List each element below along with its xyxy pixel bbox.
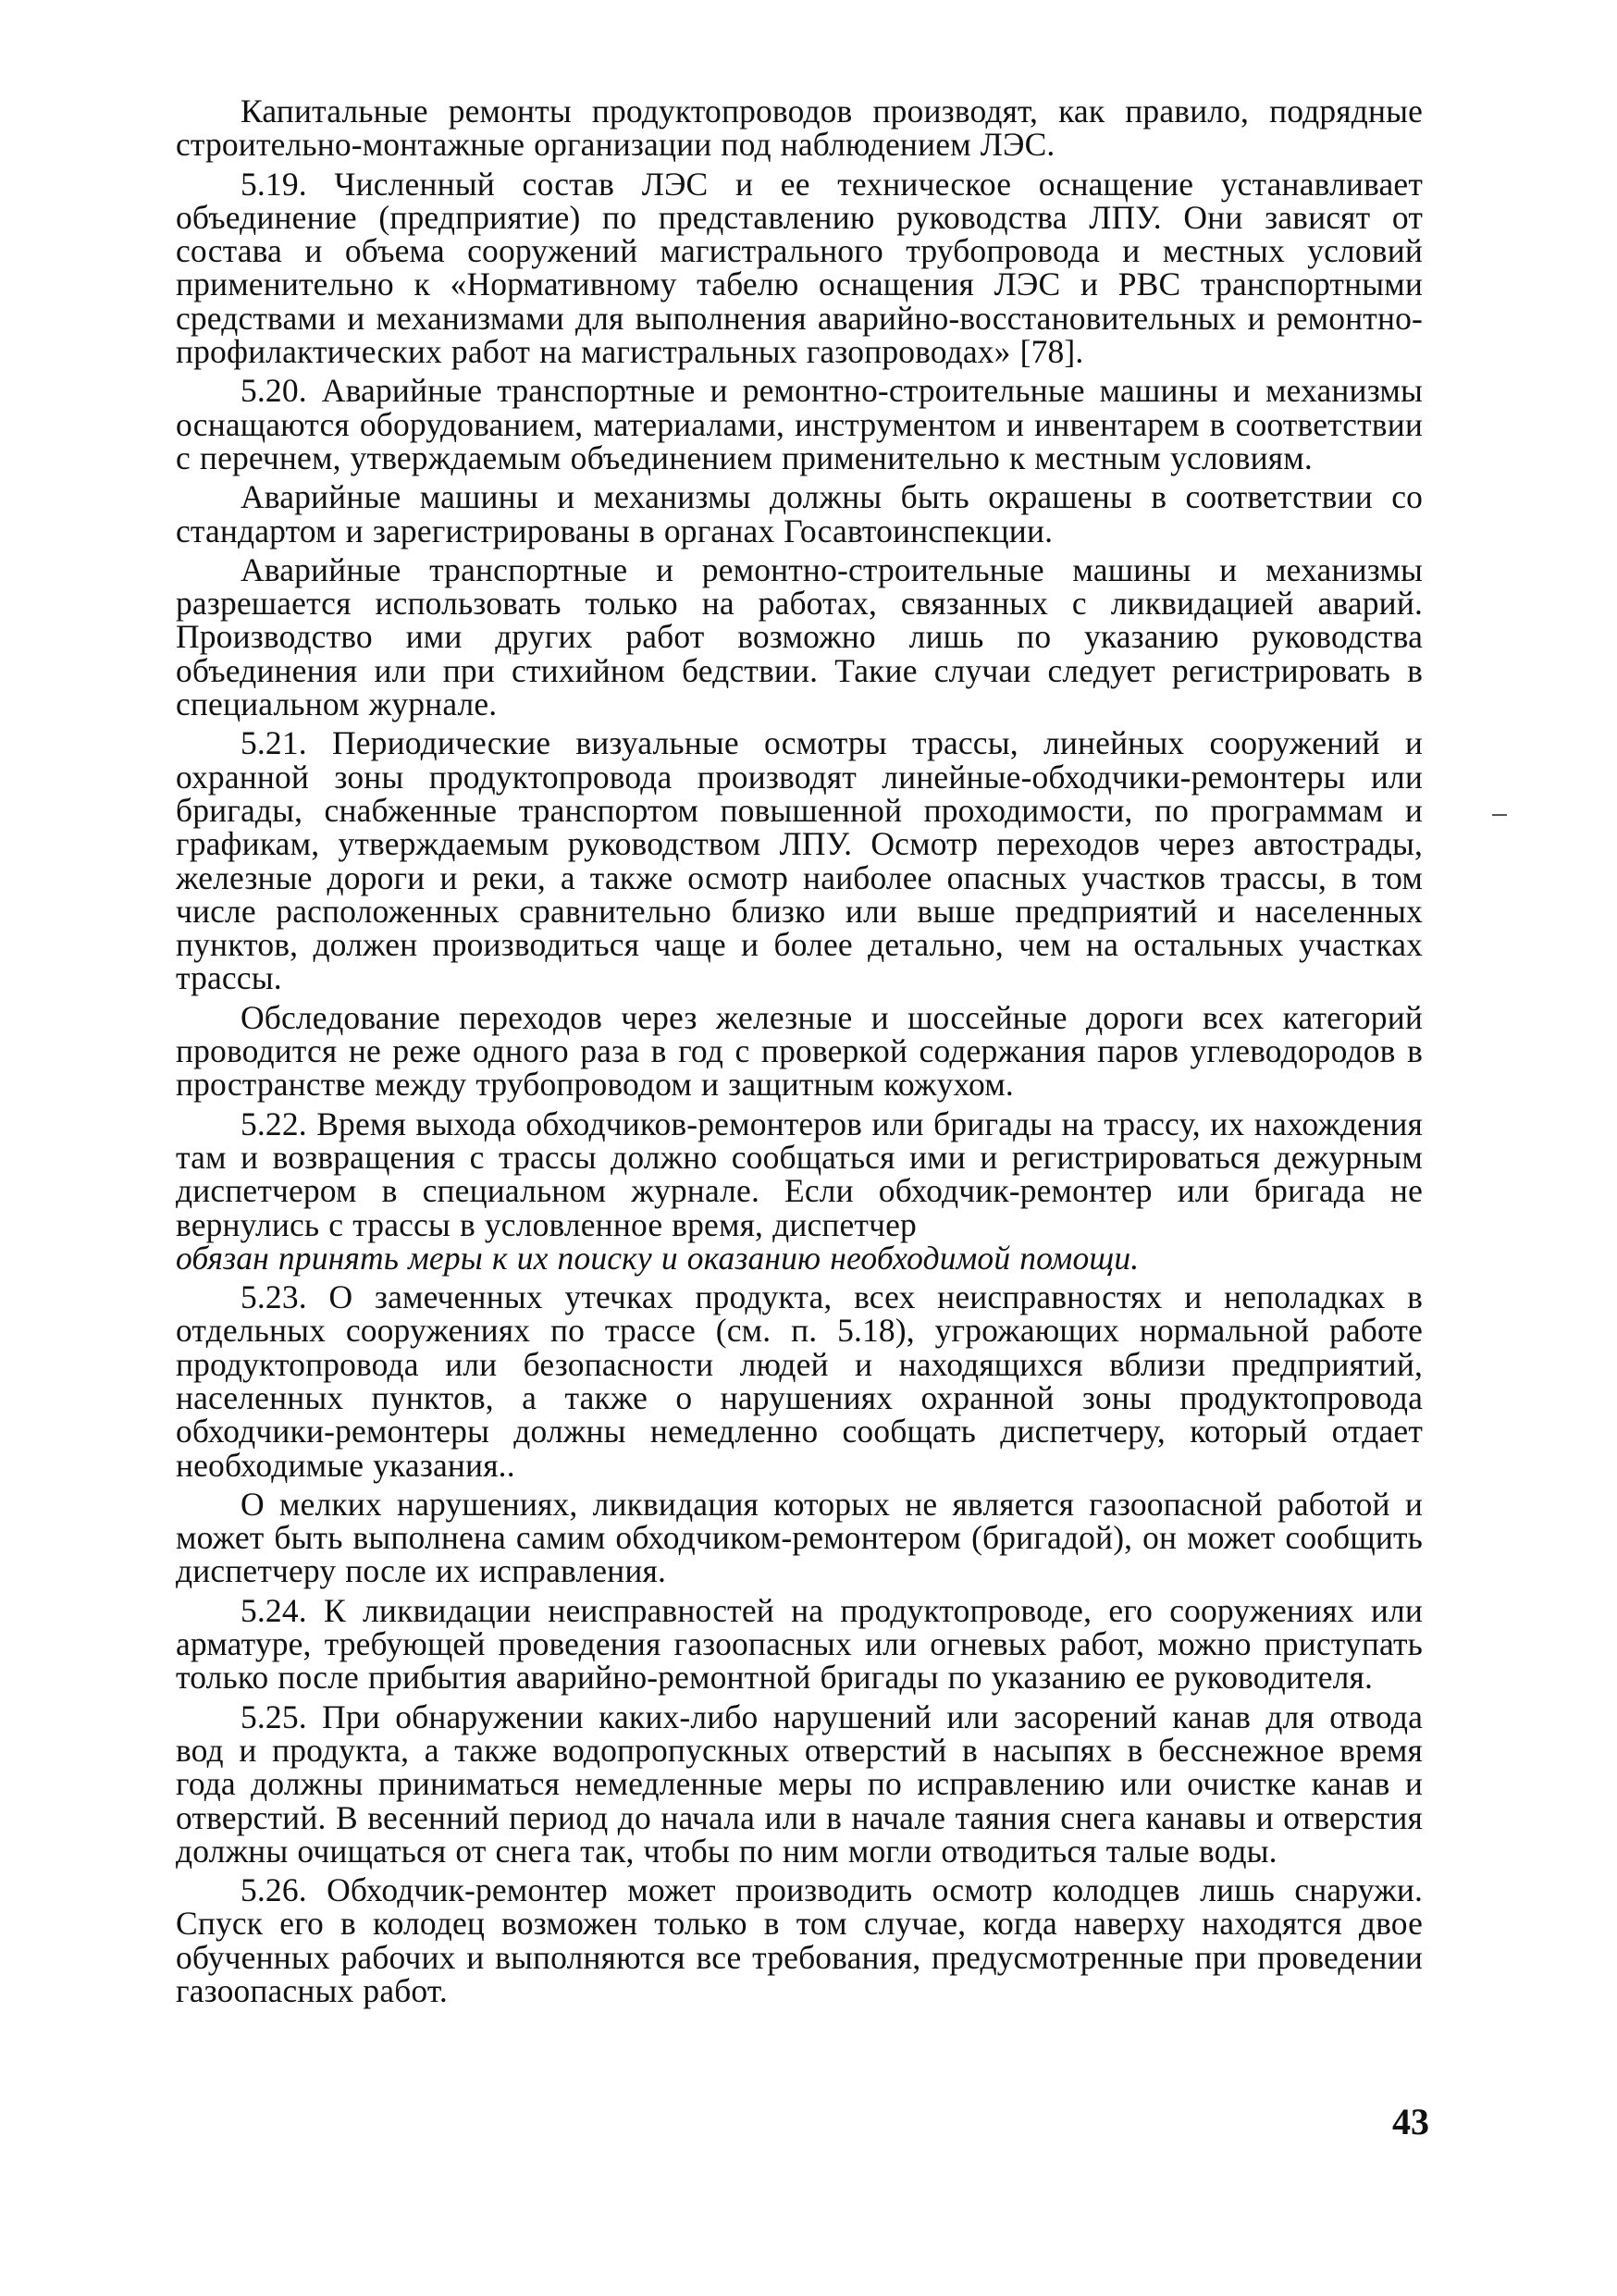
paragraph-5-26: 5.26. Обходчик-ремонтер может производить осмотр колодцев лишь снаружи. Спуск его в колодец возможен только в том случае, когда наверху находятся двое обученных рабочих и выполняются все требования, предусмотренные при проведении газоопасных работ. <box>176 1871 1423 2010</box>
italic-emphasis: обязан принять меры к их поиску и оказанию необходимой помощи. <box>176 1239 1140 1277</box>
paragraph-capital-repairs: Капитальные ремонты продуктопроводов производят, как правило, подрядные строительно-монтажные организации под наблюдением ЛЭС. <box>176 93 1423 164</box>
paragraph-5-23: 5.23. О замеченных утечках продукта, всех неисправностях и неполадках в отдельных сооружениях по трассе (см. п. 5.18), угрожающих нормальной работе продуктопровода или безопасности людей и находящихся вблизи предприятий, населенных пунктов, а также о нарушениях охранной зоны продуктопровода обходчики-ремонтеры должны немедленно сообщать диспетчеру, который отдает необходимые указания.. <box>176 1278 1423 1484</box>
paragraph-5-22: 5.22. Время выхода обходчиков-ремонтеров или бригады на трассу, их нахождения там и возвращения с трассы должно сообщаться ими и регистрироваться дежурным диспетчером в специальном журнале. Если обходчик-ремонтер или бригада не вернулись с трассы в условленное время, диспетчер <box>176 1105 1423 1243</box>
document-page <box>176 94 1423 2013</box>
page-number: 43 <box>1392 2101 1429 2142</box>
paragraph-5-19: 5.19. Численный состав ЛЭС и ее техническое оснащение устанавливает объединение (предприятие) по представлению руководства ЛПУ. Они зависят от состава и объема сооружений магистрального трубопровода и местных условий применительно к «Нормативному табелю оснащения ЛЭС и РВС транспортными средствами и механизмами для выполнения аварийно-восстановительных и ремонтно-профилактических работ на магистральных газопроводах» [78]. <box>176 165 1423 371</box>
paragraph-crossings-inspection: Обследование переходов через железные и шоссейные дороги всех категорий проводится не реже одного раза в год с проверкой содержания паров углеводородов в пространстве между трубопроводом и защитным кожухом. <box>176 998 1423 1104</box>
paragraph-5-25: 5.25. При обнаружении каких-либо нарушений или засорений канав для отвода вод и продукта, а также водопропускных отверстий в насыпях в бесснежное время года должны приниматься немедленные меры по исправлению или очистке канав и отверстий. В весенний период до начала или в начале таяния снега канавы и отверстия должны очищаться от снега так, чтобы по ним могли отводиться талые воды. <box>176 1697 1423 1870</box>
paragraph-5-22-italic <box>176 1241 1423 1275</box>
paragraph-emergency-vehicles-painting: Аварийные машины и механизмы должны быть окрашены в соответствии со стандартом и зарегистрированы в органах Госавтоинспекции. <box>176 478 1423 549</box>
paragraph-5-21: 5.21. Периодические визуальные осмотры трассы, линейных сооружений и охранной зоны продуктопровода производят линейные-обходчики-ремонтеры или бригады, снабженные транспортом повышенной проходимости, по программам и графикам, утверждаемым руководством ЛПУ. Осмотр переходов через автострады, железные дороги и реки, а также осмотр наиболее опасных участков трассы, в том числе расположенных сравнительно близко или выше предприятий и населенных пунктов, должен производиться чаще и более детально, чем на остальных участках трассы. <box>176 724 1423 997</box>
paragraph-5-20: 5.20. Аварийные транспортные и ремонтно-строительные машины и механизмы оснащаются оборудованием, материалами, инструментом и инвентарем в соответствии с перечнем, утверждаемым объединением применительно к местным условиям. <box>176 372 1423 476</box>
margin-mark <box>1492 814 1507 816</box>
paragraph-emergency-vehicles-usage: Аварийные транспортные и ремонтно-строительные машины и механизмы разрешается использовать только на работах, связанных с ликвидацией аварий. Производство ими других работ возможно лишь по указанию руководства объединения или при стихийном бедствии. Такие случаи следует регистрировать в специальном журнале. <box>176 550 1423 723</box>
paragraph-5-24: 5.24. К ликвидации неисправностей на продуктопроводе, его сооружениях или арматуре, требующей проведения газоопасных или огневых работ, можно приступать только после прибытия аварийно-ремонтной бригады по указанию ее руководителя. <box>176 1591 1423 1697</box>
paragraph-minor-violations: О мелких нарушениях, ликвидация которых не является газоопасной работой и может быть выполнена самим обходчиком-ремонтером (бригадой), он может сообщить диспетчеру после их исправления. <box>176 1485 1423 1590</box>
